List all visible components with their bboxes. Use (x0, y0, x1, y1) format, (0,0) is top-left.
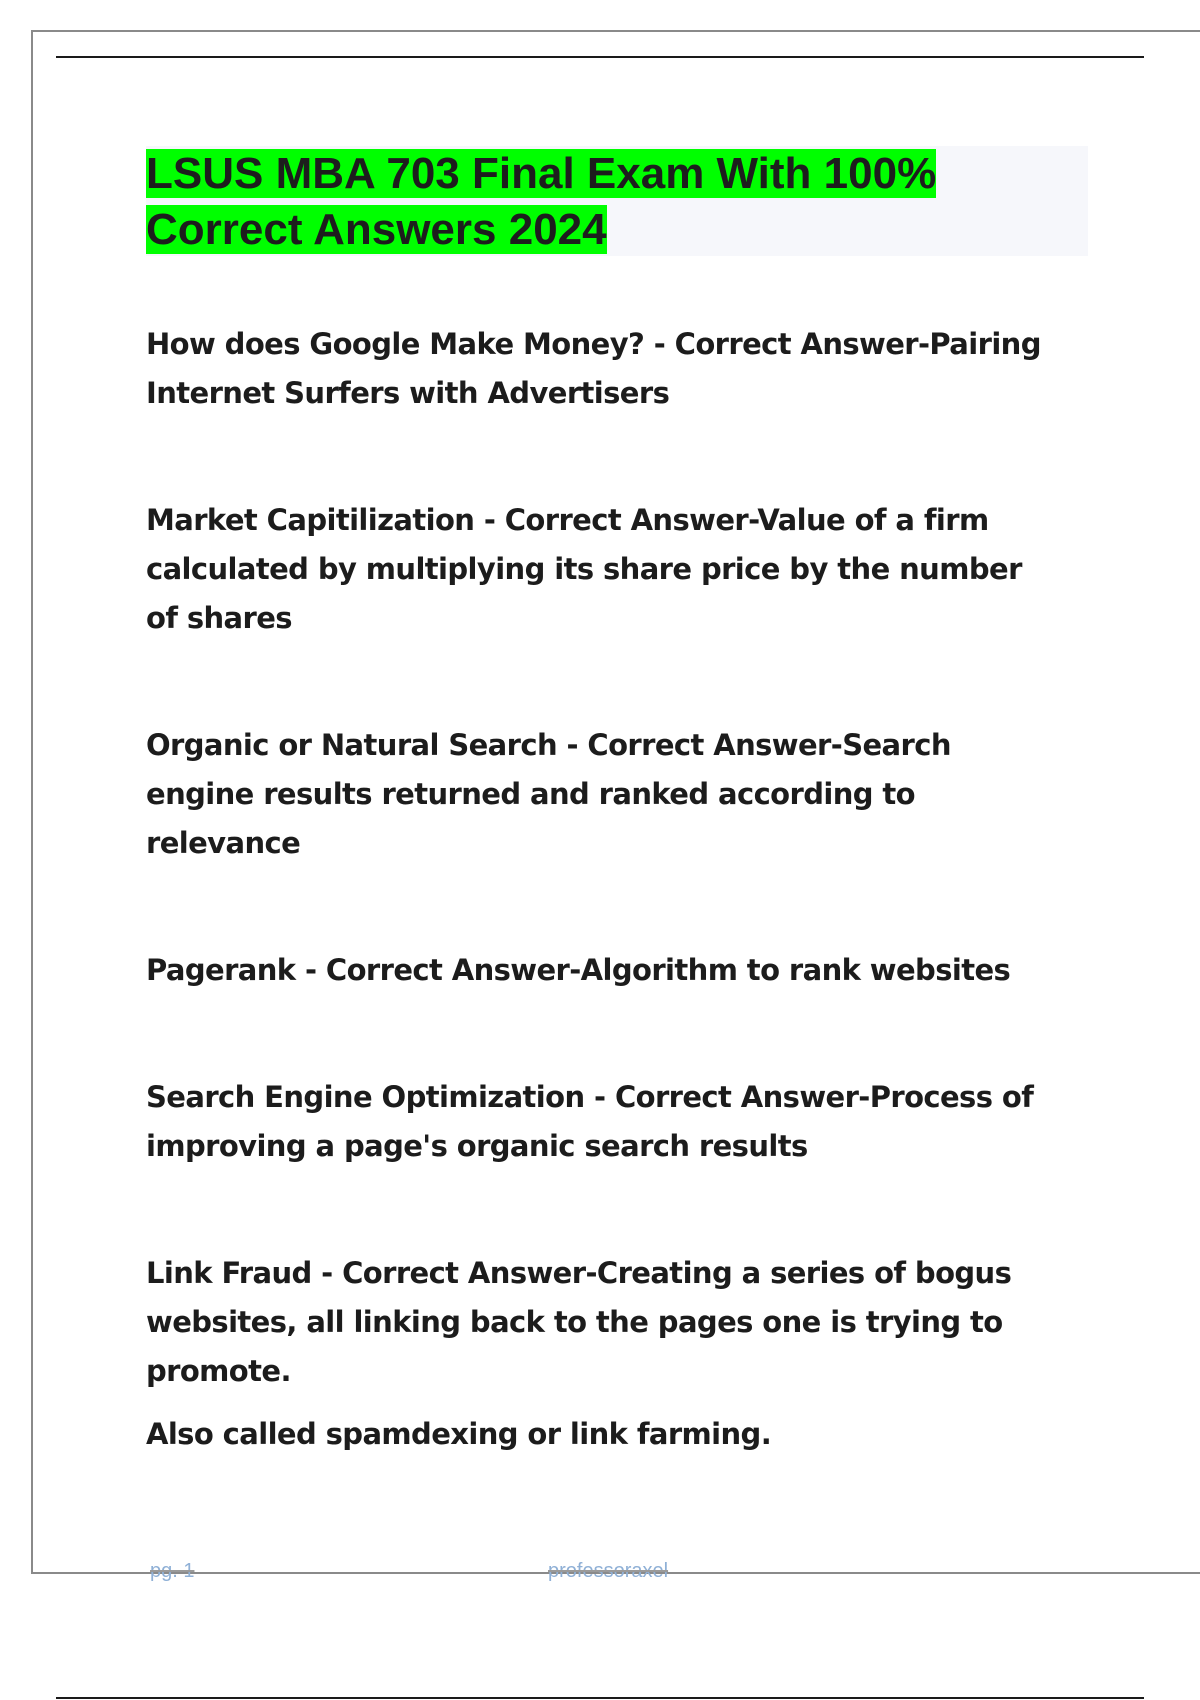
footer-page-number: pg. 1 (150, 1560, 195, 1582)
qa-entry-continuation: Also called spamdexing or link farming. (146, 1417, 772, 1451)
qa-entry: Search Engine Optimization - Correct Answer-Process of improving a page's organic search results (146, 1080, 1034, 1163)
title-block (146, 146, 1088, 256)
footer-author: professoraxel (548, 1560, 669, 1582)
document-title (146, 146, 1088, 258)
qa-entry: Link Fraud - Correct Answer-Creating a series of bogus websites, all linking back to the pages one is trying to promote. (146, 1256, 1012, 1388)
qa-entry: Pagerank - Correct Answer-Algorithm to rank websites (146, 953, 1011, 987)
top-rule (56, 56, 1144, 58)
qa-entry: How does Google Make Money? - Correct Answer-Pairing Internet Surfers with Advertisers (146, 327, 1041, 410)
document-title-text: LSUS MBA 703 Final Exam With 100% Correct Answers 2024 (146, 149, 937, 254)
bottom-rule (56, 1697, 1144, 1699)
qa-entry: Market Capitilization - Correct Answer-Value of a firm calculated by multiplying its share price by the number of shares (146, 503, 1022, 635)
qa-list (146, 320, 1046, 1459)
qa-entry: Organic or Natural Search - Correct Answer-Search engine results returned and ranked according to relevance (146, 728, 951, 860)
